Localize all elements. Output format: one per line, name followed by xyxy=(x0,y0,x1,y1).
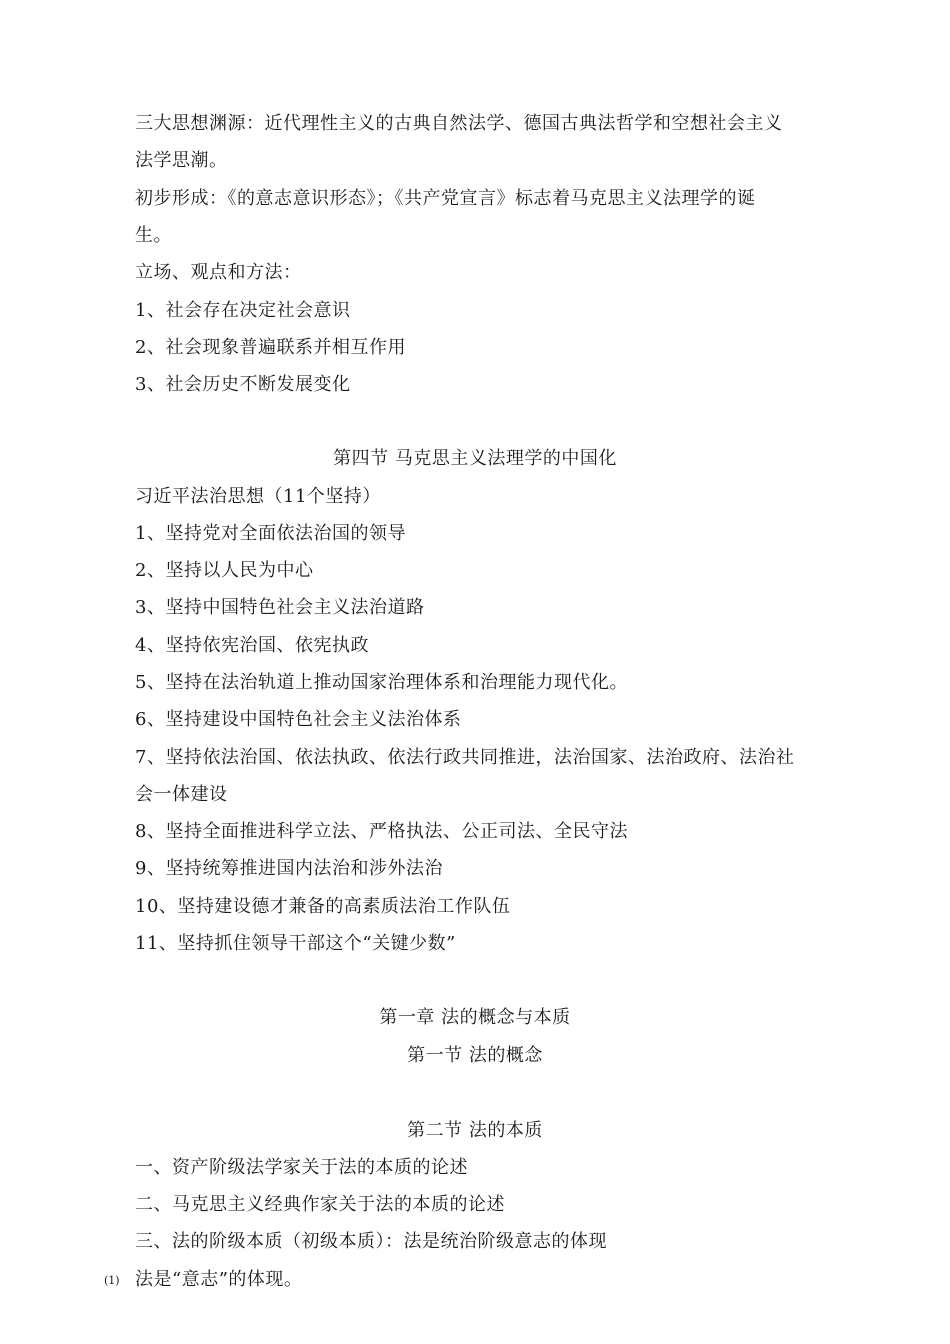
origins-line-2: 法学思潮。 xyxy=(135,150,228,171)
section4-item: 10、坚持建设德才兼备的高素质法治工作队伍 xyxy=(135,896,511,917)
section4-item: 3、坚持中国特色社会主义法治道路 xyxy=(135,597,425,618)
chapter1-section1-title: 第一节 法的概念 xyxy=(407,1045,543,1066)
chapter1-item: 三、法的阶级本质（初级本质）：法是统治阶级意志的体现 xyxy=(135,1231,607,1252)
chapter1-title: 第一章 法的概念与本质 xyxy=(379,1007,571,1028)
chapter1-item: 一、资产阶级法学家关于法的本质的论述 xyxy=(135,1157,468,1178)
section4-item: 9、坚持统筹推进国内法治和涉外法治 xyxy=(135,858,443,879)
section4-item: 2、坚持以人民为中心 xyxy=(135,560,314,581)
stance-item: 3、社会历史不断发展变化 xyxy=(135,374,351,395)
section4-item: 1、坚持党对全面依法治国的领导 xyxy=(135,523,406,544)
section4-item: 7、坚持依法治国、依法执政、依法行政共同推进，法治国家、法治政府、法治社 xyxy=(135,747,795,768)
stance-item: 2、社会现象普遍联系并相互作用 xyxy=(135,337,406,358)
stance-item: 1、社会存在决定社会意识 xyxy=(135,300,351,321)
chapter1-sub-item: 法是“意志”的体现。 xyxy=(135,1269,303,1290)
chapter1-item: 二、马克思主义经典作家关于法的本质的论述 xyxy=(135,1194,505,1215)
section4-title: 第四节 马克思主义法理学的中国化 xyxy=(333,448,617,469)
section4-item: 11、坚持抓住领导干部这个“关键少数” xyxy=(135,933,456,954)
origins-line-1: 三大思想渊源：近代理性主义的古典自然法学、德国古典法哲学和空想社会主义 xyxy=(135,113,783,134)
sub-item-marker: (1) xyxy=(104,1274,120,1287)
section4-item: 4、坚持依宪治国、依宪执政 xyxy=(135,635,369,656)
formation-line-2: 生。 xyxy=(135,225,172,246)
section4-item: 6、坚持建设中国特色社会主义法治体系 xyxy=(135,709,462,730)
stance-heading: 立场、观点和方法： xyxy=(135,262,302,283)
section4-item: 8、坚持全面推进科学立法、严格执法、公正司法、全民守法 xyxy=(135,821,628,842)
section4-item-continuation: 会一体建设 xyxy=(135,784,228,805)
formation-line-1: 初步形成：《的意志意识形态》；《共产党宣言》标志着马克思主义法理学的诞 xyxy=(135,188,756,209)
section4-item: 5、坚持在法治轨道上推动国家治理体系和治理能力现代化。 xyxy=(135,672,628,693)
section4-subtitle: 习近平法治思想（11个坚持） xyxy=(135,486,381,507)
chapter1-section2-title: 第二节 法的本质 xyxy=(407,1120,543,1141)
